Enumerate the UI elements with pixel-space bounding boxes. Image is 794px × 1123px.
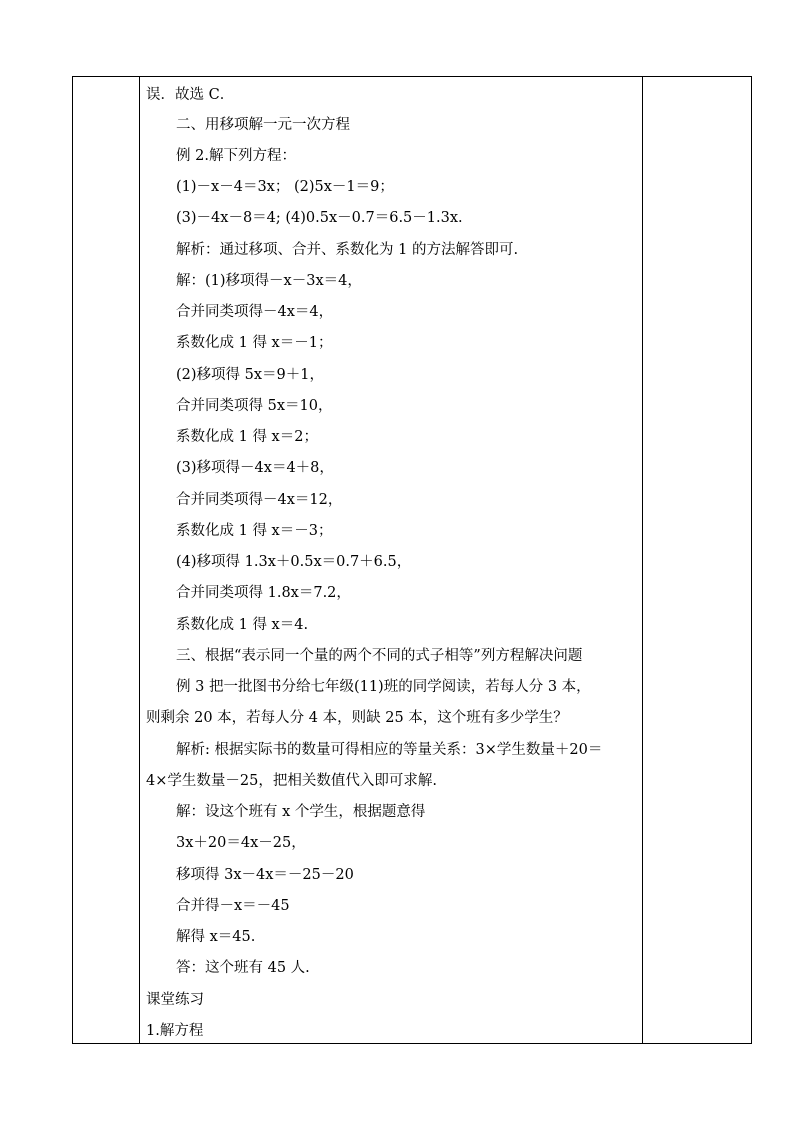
text-line: 1.解方程 (146, 1023, 204, 1039)
text-line: 误．故选 C． (146, 87, 235, 103)
text-line: 则剩余 20 本，若每人分 4 本，则缺 25 本，这个班有多少学生？ (146, 710, 568, 726)
text-line: 合并同类项得 1.8x＝7.2， (176, 585, 351, 601)
text-line: 解：(1)移项得－x－3x＝4， (176, 273, 362, 289)
table-bottom-border (72, 1043, 752, 1044)
text-line: (3)－4x－8＝4; (4)0.5x－0.7＝6.5－1.3x. (176, 210, 463, 226)
text-line: (4)移项得 1.3x＋0.5x＝0.7＋6.5， (176, 554, 412, 570)
text-line: 解：设这个班有 x 个学生，根据题意得 (176, 804, 426, 820)
text-line: 例 3 把一批图书分给七年级(11)班的同学阅读，若每人分 3 本， (176, 679, 591, 695)
text-line: 系数化成 1 得 x＝－3； (176, 523, 333, 539)
section-heading: 二、用移项解一元一次方程 (176, 117, 350, 133)
column-divider-1 (139, 76, 140, 1044)
text-line: (1)－x－4＝3x； (2)5x－1＝9； (176, 179, 394, 195)
section-heading: 三、根据“表示同一个量的两个不同的式子相等”列方程解决问题 (176, 648, 583, 664)
text-line: 合并同类项得 5x＝10， (176, 398, 333, 414)
text-line: 例 2.解下列方程： (176, 148, 296, 164)
text-line: 系数化成 1 得 x＝－1； (176, 335, 333, 351)
text-line: 3x＋20＝4x－25， (176, 835, 306, 851)
text-line: 解得 x＝45. (176, 929, 256, 945)
text-line: 4×学生数量－25，把相关数值代入即可求解. (146, 773, 437, 789)
text-line: 解析: 根据实际书的数量可得相应的等量关系：3×学生数量＋20＝ (176, 742, 603, 758)
text-line: 合并同类项得－4x＝12， (176, 492, 343, 508)
text-line: 系数化成 1 得 x＝2； (176, 429, 318, 445)
table-left-border (72, 76, 73, 1044)
text-line: (2)移项得 5x＝9＋1， (176, 367, 325, 383)
table-right-border (751, 76, 752, 1044)
table-top-border (72, 76, 752, 77)
text-line: 移项得 3x－4x＝－25－20 (176, 867, 354, 883)
text-line: 系数化成 1 得 x＝4. (176, 617, 309, 633)
text-line: 解析：通过移项、合并、系数化为 1 的方法解答即可. (176, 242, 519, 258)
text-line: 合并得－x＝－45 (176, 898, 290, 914)
text-line: 答：这个班有 45 人. (176, 960, 310, 976)
text-line: 合并同类项得－4x＝4， (176, 304, 334, 320)
column-divider-2 (642, 76, 643, 1044)
section-heading: 课堂练习 (146, 992, 204, 1008)
text-line: (3)移项得－4x＝4＋8， (176, 460, 334, 476)
